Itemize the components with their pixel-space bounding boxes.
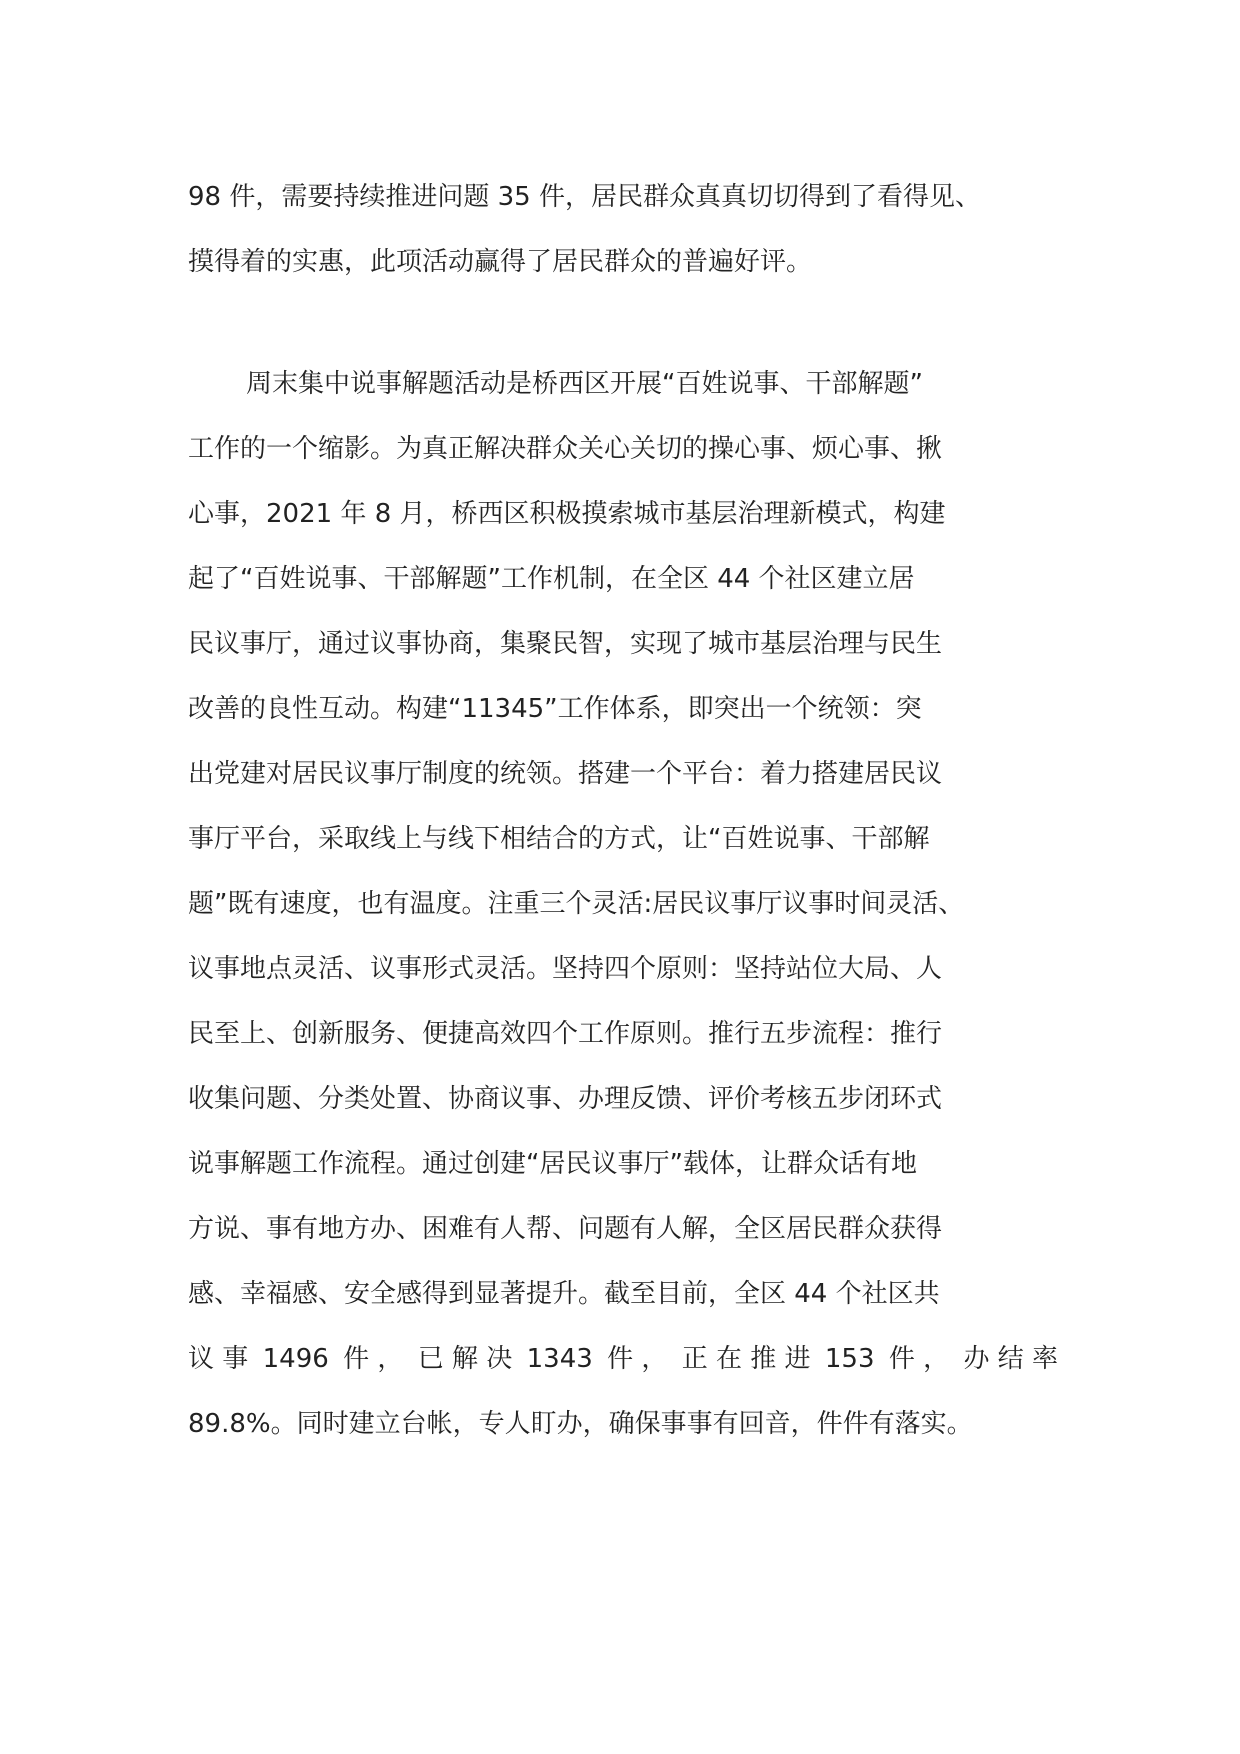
line-token: 正 在 推 进 (681, 1344, 811, 1374)
line-token: 议 事 (188, 1344, 249, 1374)
text-line: 方说、事有地方办、困难有人帮、问题有人解，全区居民群众获得 (188, 1214, 943, 1244)
text-line: 收集问题、分类处置、协商议事、办理反馈、评价考核五步闭环式 (188, 1084, 943, 1114)
text-line: 起了“百姓说事、干部解题”工作机制，在全区 44 个社区建立居 (188, 564, 915, 594)
text-line: 出党建对居民议事厅制度的统领。搭建一个平台：着力搭建居民议 (188, 759, 943, 789)
text-line: 民议事厅，通过议事协商，集聚民智，实现了城市基层治理与民生 (188, 629, 943, 659)
line-token: 件 ， (888, 1344, 950, 1374)
paragraph-last-line: 89.8%。同时建立台帐，专人盯办，确保事事有回音，件件有落实。 (188, 1409, 973, 1439)
text-line: 民至上、创新服务、便捷高效四个工作原则。推行五步流程：推行 (188, 1019, 943, 1049)
text-line: 工作的一个缩影。为真正解决群众关心关切的操心事、烦心事、揪 (188, 434, 943, 464)
text-line: 改善的良性互动。构建“11345”工作体系，即突出一个统领：突 (188, 694, 922, 724)
text-line: 摸得着的实惠，此项活动赢得了居民群众的普遍好评。 (188, 247, 813, 277)
line-token: 办 结 率 (963, 1344, 1058, 1374)
line-token: 1496 (262, 1344, 329, 1374)
text-line: 议事地点灵活、议事形式灵活。坚持四个原则：坚持站位大局、人 (188, 954, 943, 984)
main-paragraph (188, 352, 1058, 1457)
text-line: 98 件，需要持续推进问题 35 件，居民群众真真切切得到了看得见、 (188, 182, 981, 212)
line-token: 已 解 决 (417, 1344, 513, 1374)
text-line: 心事，2021 年 8 月，桥西区积极摸索城市基层治理新模式，构建 (188, 499, 946, 529)
text-line: 事厅平台，采取线上与线下相结合的方式，让“百姓说事、干部解 (188, 824, 930, 854)
text-line: 说事解题工作流程。通过创建“居民议事厅”载体，让群众话有地 (188, 1149, 917, 1179)
line-token: 153 (824, 1344, 875, 1374)
text-line: 题”既有速度，也有温度。注重三个灵活:居民议事厅议事时间灵活、 (188, 889, 965, 919)
paragraph-first-line: 周末集中说事解题活动是桥西区开展“百姓说事、干部解题” (246, 369, 923, 399)
line-token: 件 ， (607, 1344, 668, 1374)
line-token: 件 ， (343, 1344, 404, 1374)
justified-text-line (188, 1327, 1058, 1392)
line-token: 1343 (526, 1344, 593, 1374)
text-line: 感、幸福感、安全感得到显著提升。截至目前，全区 44 个社区共 (188, 1279, 940, 1309)
continuation-paragraph (188, 165, 1058, 295)
